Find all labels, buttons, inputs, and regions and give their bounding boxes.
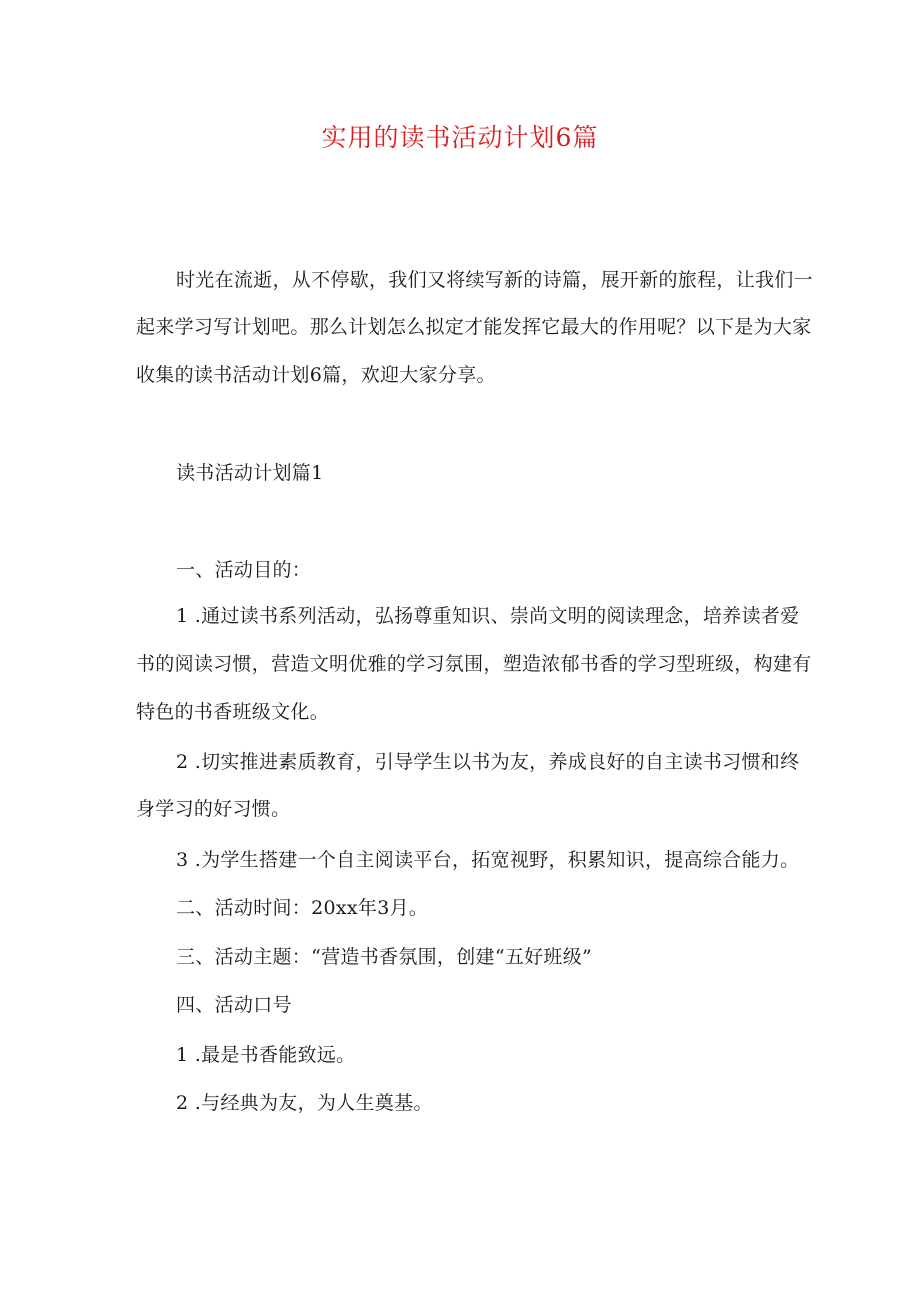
activity-theme: 三、活动主题：“营造书香氛围，创建“五好班级” [176, 946, 593, 968]
purpose-heading: 一、活动目的： [176, 559, 312, 581]
activity-time: 二、活动时间：20xx年3月。 [176, 897, 429, 919]
intro-line-1: 时光在流逝，从不停歇，我们又将续写新的诗篇，展开新的旅程，让我们一 [176, 269, 813, 291]
slogan-item-1: 1 .最是书香能致远。 [176, 1044, 356, 1066]
section-heading: 读书活动计划篇1 [176, 462, 324, 484]
slogan-item-2: 2 .与经典为友，为人生奠基。 [176, 1092, 433, 1114]
intro-line-3: 收集的读书活动计划6篇，欢迎大家分享。 [136, 364, 496, 386]
purpose-item-1-line-1: 1 .通过读书系列活动，弘扬尊重知识、崇尚文明的阅读理念，培养读者爱 [176, 605, 800, 627]
slogan-heading: 四、活动口号 [176, 994, 292, 1016]
purpose-item-2-line-2: 身学习的好习惯。 [136, 798, 291, 820]
purpose-item-3: 3 .为学生搭建一个自主阅读平台，拓宽视野，积累知识，提高综合能力。 [176, 849, 800, 871]
purpose-item-1-line-3: 特色的书香班级文化。 [136, 701, 330, 723]
purpose-item-1-line-2: 书的阅读习惯，营造文明优雅的学习氛围，塑造浓郁书香的学习型班级，构建有 [136, 653, 812, 675]
intro-line-2: 起来学习写计划吧。那么计划怎么拟定才能发挥它最大的作用呢？以下是为大家 [136, 316, 812, 338]
document-title: 实用的读书活动计划6篇 [321, 123, 599, 152]
purpose-item-2-line-1: 2 .切实推进素质教育，引导学生以书为友，养成良好的自主读书习惯和终 [176, 751, 800, 773]
